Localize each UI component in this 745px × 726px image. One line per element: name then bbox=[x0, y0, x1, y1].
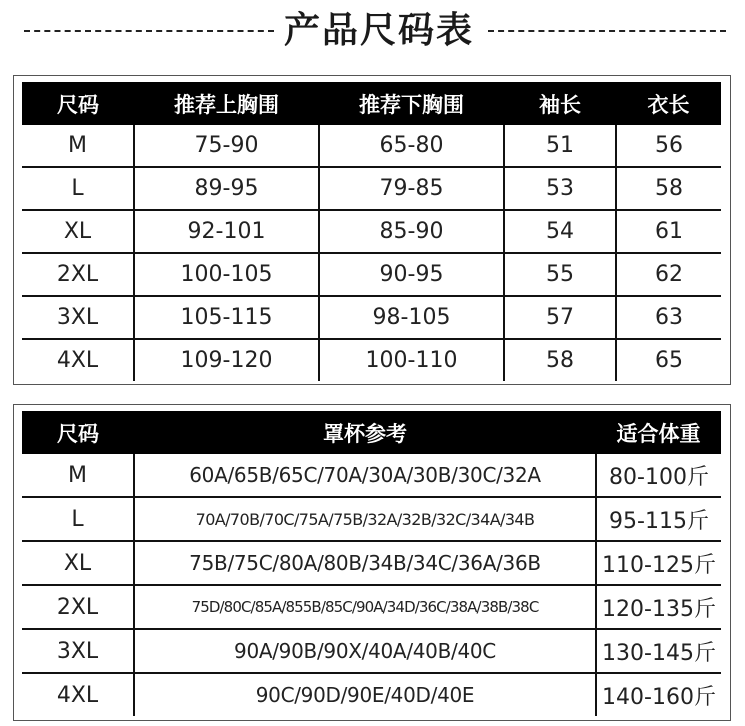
cell-size: 4XL bbox=[22, 673, 134, 716]
cell-sleeve-length: 54 bbox=[504, 210, 616, 253]
cell-garment-length: 65 bbox=[655, 348, 683, 373]
cell-sleeve-length: 53 bbox=[504, 167, 616, 210]
cell-under-bust: 79-85 bbox=[319, 167, 504, 210]
cell-upper-bust: 92-101 bbox=[134, 210, 319, 253]
cell-garment-length: 56 bbox=[616, 125, 721, 167]
header-garment-length: 衣长 bbox=[616, 82, 721, 125]
table-row bbox=[22, 497, 721, 541]
cell-size: 2XL bbox=[22, 253, 134, 296]
title-dashed-line-right bbox=[488, 30, 726, 32]
cell-suitable-weight: 95-115斤 bbox=[596, 497, 721, 541]
cell-cup-reference: 75D/80C/85A/855B/85C/90A/34D/36C/38A/38B/38C bbox=[134, 585, 596, 629]
table-row bbox=[22, 585, 721, 629]
cell-cup-reference: 90C/90D/90E/40D/40E bbox=[134, 673, 596, 716]
table-row bbox=[22, 541, 721, 585]
cup-table-header-row bbox=[22, 411, 721, 454]
cell-garment-length: 63 bbox=[616, 296, 721, 339]
cell-garment-length: 61 bbox=[616, 210, 721, 253]
table-row bbox=[22, 210, 721, 253]
cell-cup-reference: 60A/65B/65C/70A/30A/30B/30C/32A bbox=[134, 454, 596, 497]
size-table-header-row bbox=[22, 82, 721, 125]
cell-suitable-weight: 80-100斤 bbox=[596, 454, 721, 497]
cell-suitable-weight: 140-160斤 bbox=[602, 684, 716, 710]
cell-size: 3XL bbox=[22, 629, 134, 673]
table-row bbox=[22, 673, 721, 716]
cell-upper-bust: 89-95 bbox=[134, 167, 319, 210]
cell-size: 4XL bbox=[22, 339, 134, 381]
cell-under-bust: 90-95 bbox=[319, 253, 504, 296]
cell-suitable-weight: 130-145斤 bbox=[596, 629, 721, 673]
cell-size: M bbox=[22, 125, 134, 167]
cell-sleeve-length: 55 bbox=[504, 253, 616, 296]
header-size: 尺码 bbox=[22, 82, 134, 125]
table-row bbox=[22, 125, 721, 167]
cell-garment-length: 58 bbox=[616, 167, 721, 210]
cell-size: L bbox=[22, 167, 134, 210]
table-row bbox=[22, 253, 721, 296]
table-row bbox=[22, 339, 721, 381]
table-row bbox=[22, 454, 721, 497]
cell-garment-length: 62 bbox=[616, 253, 721, 296]
cell-sleeve-length: 57 bbox=[504, 296, 616, 339]
header-size: 尺码 bbox=[22, 411, 134, 454]
header-suitable-weight: 适合体重 bbox=[596, 411, 721, 454]
cell-suitable-weight: 120-135斤 bbox=[596, 585, 721, 629]
cell-cup-reference: 70A/70B/70C/75A/75B/32A/32B/32C/34A/34B bbox=[134, 497, 596, 541]
cell-sleeve-length: 58 bbox=[504, 339, 616, 381]
cell-size: 2XL bbox=[22, 585, 134, 629]
cell-under-bust: 85-90 bbox=[319, 210, 504, 253]
cell-under-bust: 98-105 bbox=[319, 296, 504, 339]
cell-size: XL bbox=[22, 541, 134, 585]
cup-table bbox=[22, 411, 721, 716]
page-title: 产品尺码表 bbox=[283, 9, 474, 51]
header-upper-bust: 推荐上胸围 bbox=[134, 82, 319, 125]
cell-under-bust: 100-110 bbox=[319, 339, 504, 381]
cell-size: 3XL bbox=[22, 296, 134, 339]
header-cup-reference: 罩杯参考 bbox=[134, 411, 596, 454]
table-row bbox=[22, 629, 721, 673]
title-row bbox=[0, 0, 745, 52]
cell-cup-reference: 90A/90B/90X/40A/40B/40C bbox=[134, 629, 596, 673]
cell-upper-bust: 105-115 bbox=[134, 296, 319, 339]
title-dashed-line-left bbox=[24, 30, 274, 32]
header-sleeve-length: 袖长 bbox=[504, 82, 616, 125]
table-row bbox=[22, 296, 721, 339]
cell-size: M bbox=[22, 454, 134, 497]
cell-sleeve-length: 51 bbox=[504, 125, 616, 167]
cell-suitable-weight: 110-125斤 bbox=[596, 541, 721, 585]
cell-upper-bust: 75-90 bbox=[134, 125, 319, 167]
header-under-bust: 推荐下胸围 bbox=[319, 82, 504, 125]
cell-under-bust: 65-80 bbox=[319, 125, 504, 167]
table-row bbox=[22, 167, 721, 210]
cell-size: L bbox=[22, 497, 134, 541]
cell-size: XL bbox=[22, 210, 134, 253]
cell-upper-bust: 109-120 bbox=[134, 339, 319, 381]
cell-cup-reference: 75B/75C/80A/80B/34B/34C/36A/36B bbox=[134, 541, 596, 585]
size-table bbox=[22, 82, 721, 381]
cell-upper-bust: 100-105 bbox=[134, 253, 319, 296]
